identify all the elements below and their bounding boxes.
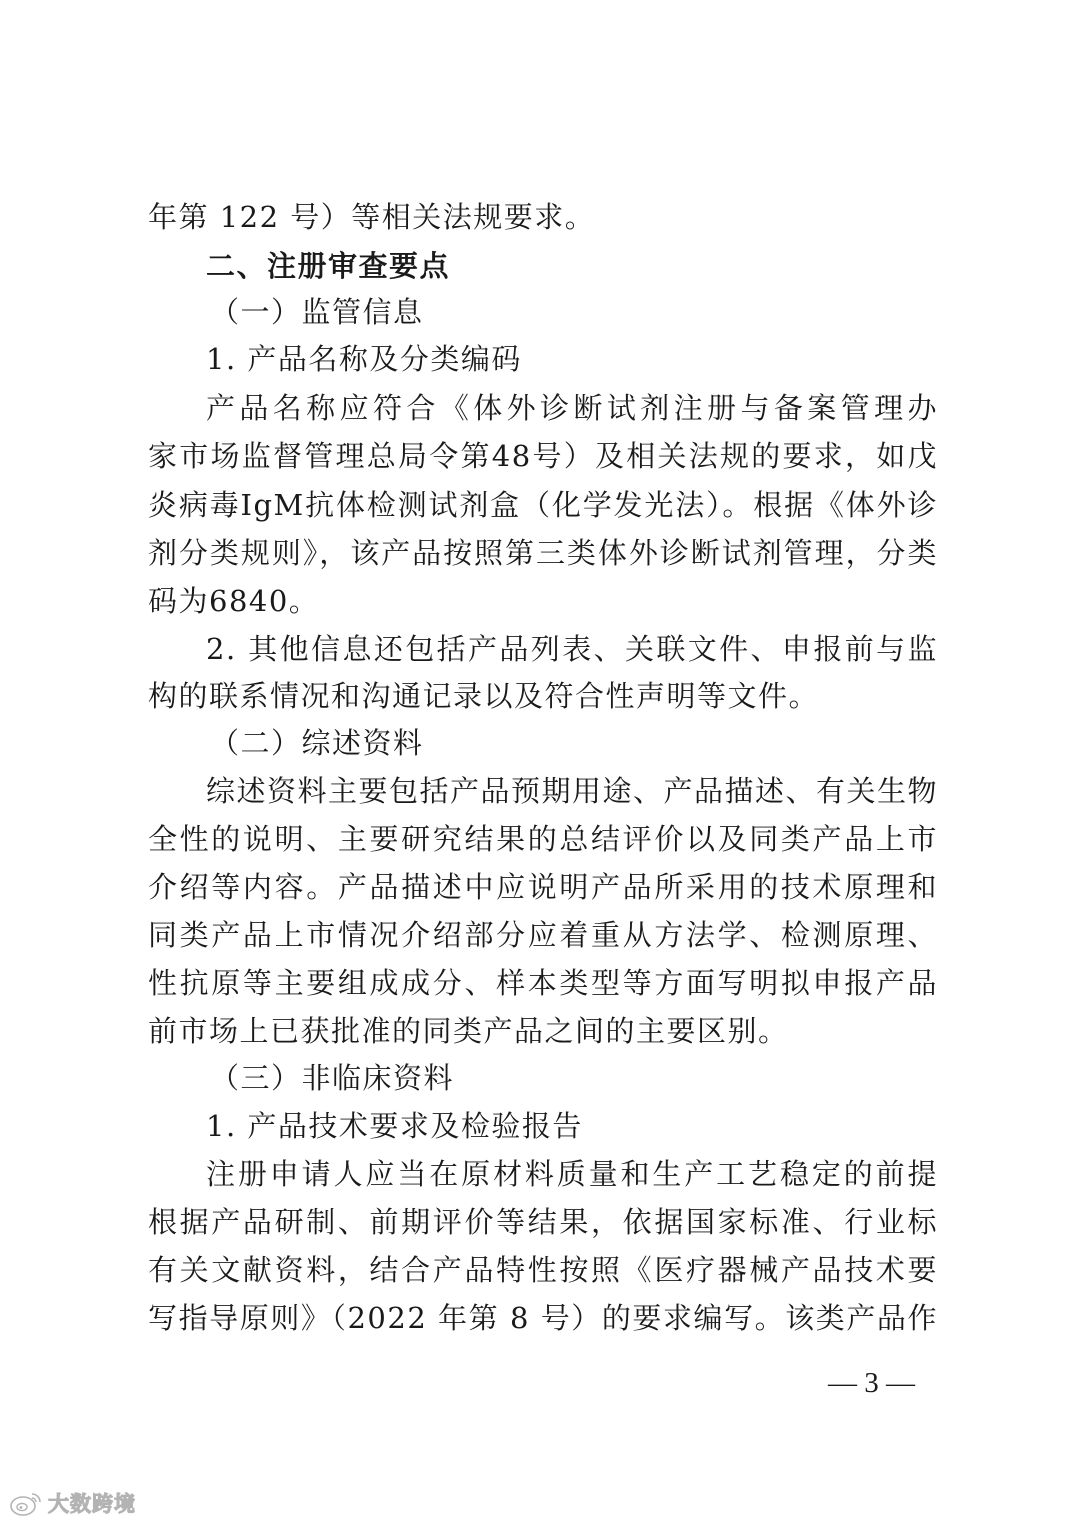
paragraph-line: 码为6840。 xyxy=(148,584,320,618)
paragraph-line: 全性的说明、主要研究结果的总结评价以及同类产品上市 xyxy=(148,822,938,856)
paragraph-line: 家市场监督管理总局令第48号）及相关法规的要求，如戊 xyxy=(148,439,938,473)
paragraph-line: 2. 其他信息还包括产品列表、关联文件、申报前与监 xyxy=(206,632,938,666)
section-heading-registration-review: 二、注册审查要点 xyxy=(206,249,451,283)
paragraph-line: 前市场上已获批准的同类产品之间的主要区别。 xyxy=(148,1014,789,1048)
watermark xyxy=(8,1486,136,1520)
paragraph-line: 构的联系情况和沟通记录以及符合性声明等文件。 xyxy=(148,679,820,713)
item-heading-technical-requirements: 1. 产品技术要求及检验报告 xyxy=(206,1109,583,1143)
paragraph-line: 注册申请人应当在原材料质量和生产工艺稳定的前提 xyxy=(206,1157,938,1191)
paragraph-line: 产品名称应符合《体外诊断试剂注册与备案管理办 xyxy=(206,391,938,425)
subsection-heading-nonclinical: （三）非临床资料 xyxy=(210,1061,455,1095)
body-line-continuation: 年第 122 号）等相关法规要求。 xyxy=(148,200,596,234)
subsection-heading-overview: （二）综述资料 xyxy=(210,726,424,760)
subsection-heading-regulatory-info: （一）监管信息 xyxy=(210,295,424,329)
paragraph-line: 剂分类规则》，该产品按照第三类体外诊断试剂管理，分类 xyxy=(148,536,938,570)
paragraph-line: 性抗原等主要组成成分、样本类型等方面写明拟申报产品 xyxy=(148,966,938,1000)
watermark-text: 大数跨境 xyxy=(48,1492,136,1516)
weibo-logo-icon xyxy=(8,1488,44,1518)
paragraph-line: 综述资料主要包括产品预期用途、产品描述、有关生物 xyxy=(206,774,938,808)
paragraph-line: 同类产品上市情况介绍部分应着重从方法学、检测原理、 xyxy=(148,918,938,952)
item-heading-product-name: 1. 产品名称及分类编码 xyxy=(206,342,522,376)
paragraph-line: 写指导原则》（2022 年第 8 号）的要求编写。该类产品作 xyxy=(148,1301,938,1335)
paragraph-line: 有关文献资料，结合产品特性按照《医疗器械产品技术要 xyxy=(148,1253,938,1287)
paragraph-line: 介绍等内容。产品描述中应说明产品所采用的技术原理和 xyxy=(148,870,938,904)
paragraph-line: 炎病毒IgM抗体检测试剂盒（化学发光法）。根据《体外诊 xyxy=(148,488,938,522)
paragraph-line: 根据产品研制、前期评价等结果，依据国家标准、行业标 xyxy=(148,1205,938,1239)
page-number: — 3 — xyxy=(828,1367,915,1399)
